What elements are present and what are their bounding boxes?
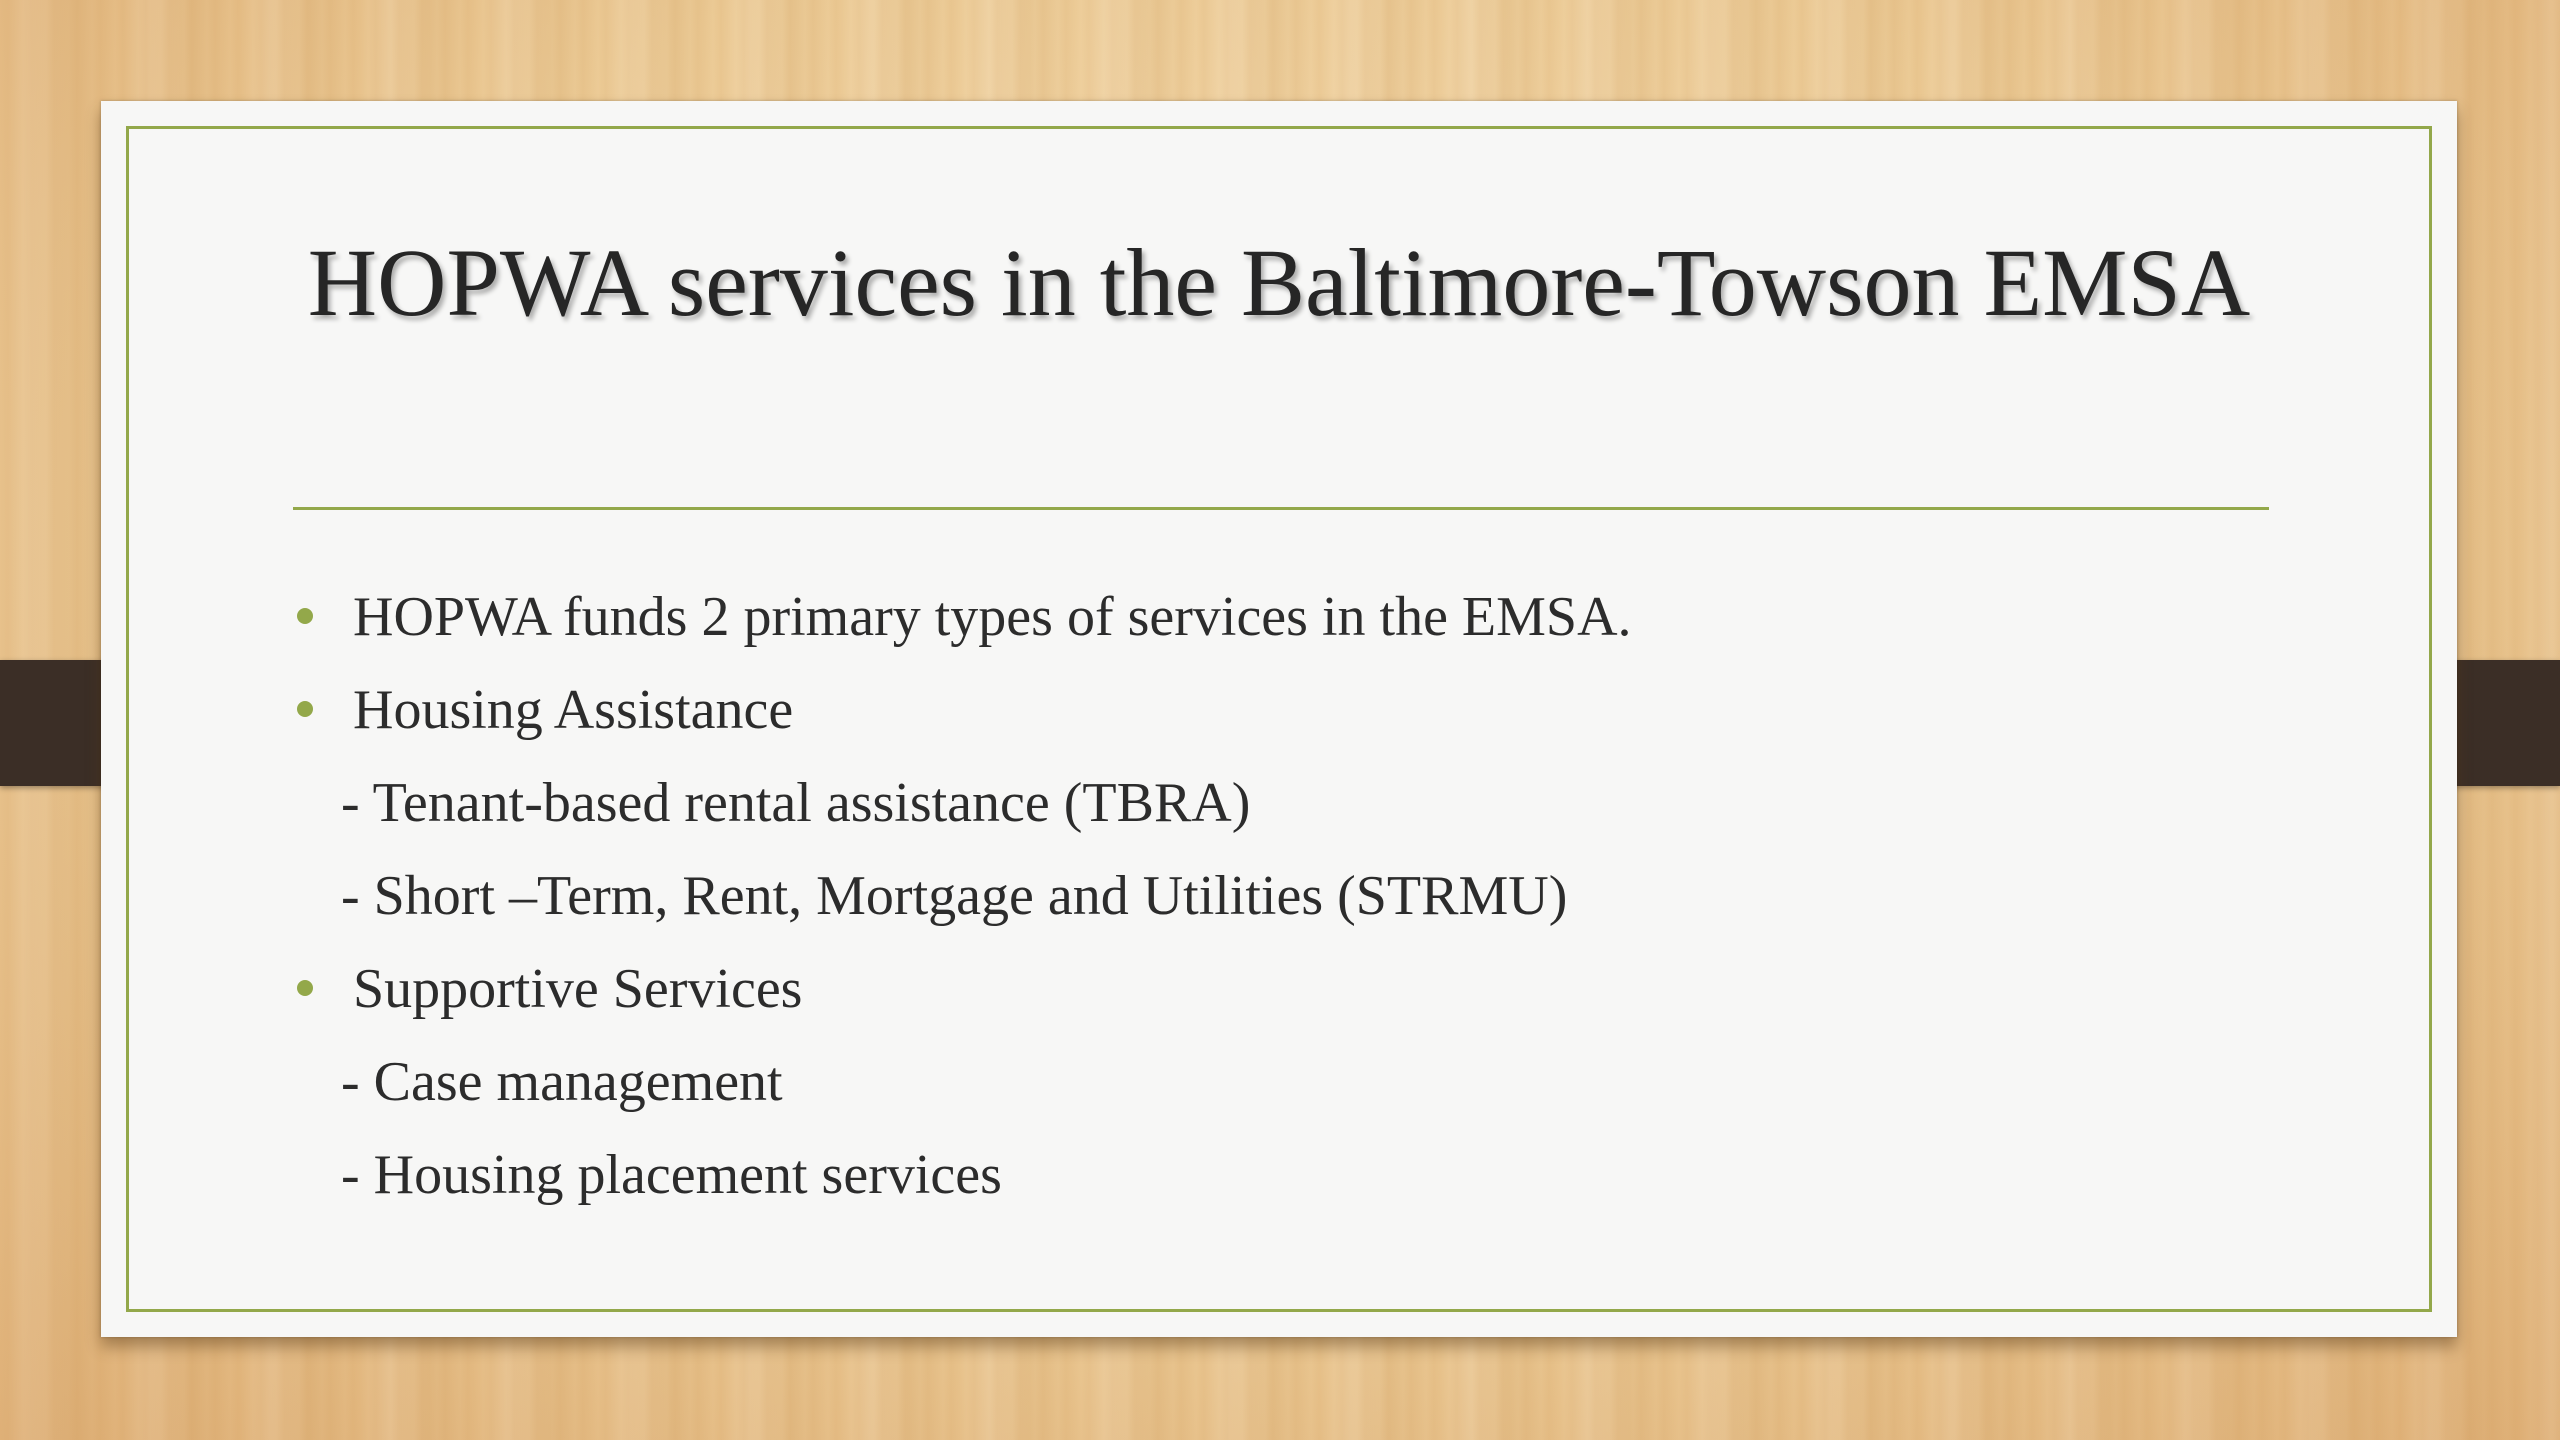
sub-item-text: - Case management	[341, 1051, 783, 1113]
list-item-text: Housing Assistance	[353, 679, 794, 741]
list-item-text: Supportive Services	[353, 958, 803, 1020]
slide	[101, 101, 2457, 1337]
bullet-dot-icon	[297, 701, 313, 717]
content-list	[293, 571, 2193, 1222]
sub-item-text: - Short –Term, Rent, Mortgage and Utilities (STRMU)	[341, 865, 1568, 927]
list-item-text: HOPWA funds 2 primary types of services in the EMSA.	[353, 586, 1632, 648]
list-item	[293, 943, 2193, 1036]
slide-title: HOPWA services in the Baltimore-Towson EMSA	[307, 229, 2251, 336]
bullet-dot-icon	[297, 608, 313, 624]
sub-item-text: - Tenant-based rental assistance (TBRA)	[341, 772, 1251, 834]
bullet-dot-icon	[297, 980, 313, 996]
sub-item-text: - Housing placement services	[341, 1144, 1002, 1206]
list-item	[293, 664, 2193, 757]
sub-list-item	[293, 850, 2193, 943]
sub-list-item	[293, 1036, 2193, 1129]
list-item	[293, 571, 2193, 664]
sub-list-item	[293, 1129, 2193, 1222]
title-divider	[293, 507, 2269, 510]
sub-list-item	[293, 757, 2193, 850]
